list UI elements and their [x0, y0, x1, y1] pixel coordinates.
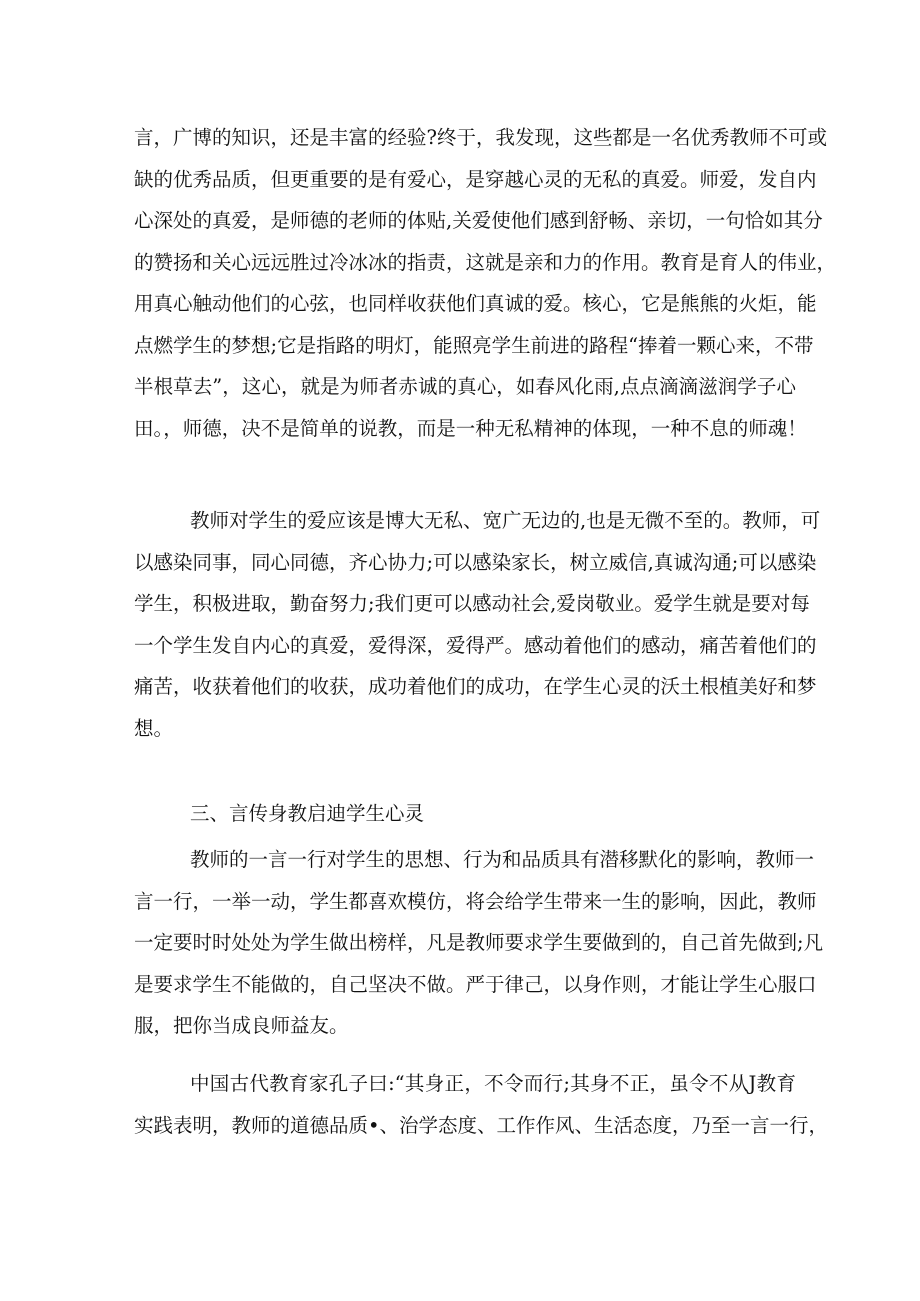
text-line: 中国古代教育家孔子曰:“其身正，不令而行;其身不正，虽令不从J教育 [190, 1072, 796, 1095]
paragraph-teacher-love [134, 117, 837, 449]
text-line: 的赞扬和关心远远胜过冷冰冰的指责，这就是亲和力的作用。教育是育人的伟业， [134, 250, 837, 274]
text-line: 缺的优秀品质，但更重要的是有爱心，是穿越心灵的无私的真爱。师爱，发自内 [134, 167, 817, 191]
text-line: 半根草去”，这心，就是为师者赤诚的真心，如春风化雨,点点滴滴滋润学子心 [134, 375, 796, 398]
text-line: 实践表明，教师的道德品质•、治学态度、工作作风、生活态度，乃至一言一行， [134, 1113, 829, 1137]
text-line: 以感染同事，同心同德，齐心协力;可以感染家长，树立威信,真诚沟通;可以感染 [134, 550, 817, 574]
paragraph-lead-by-example [134, 839, 824, 1047]
text-line: 服，把你当成良师益友。 [134, 1014, 349, 1037]
text-line: 是要求学生不能做的，自己坚决不做。严于律己，以身作则，才能让学生心服口 [134, 972, 817, 996]
text-line: 学生，积极进取，勤奋努力;我们更可以感动社会,爱岗敬业。爱学生就是要对每 [134, 592, 810, 615]
text-line: 教师的一言一行对学生的思想、行为和品质具有潜移默化的影响，教师一 [190, 848, 815, 871]
text-line: 教师对学生的爱应该是博大无私、宽广无边的,也是无微不至的。教师，可 [190, 509, 821, 532]
text-line: 想。 [134, 716, 174, 740]
paragraph-love-students [134, 500, 821, 749]
text-line: 田。，师德，决不是简单的说教，而是一种无私精神的体现，一种不息的师魂！ [134, 416, 807, 440]
paragraph-confucius-quote [134, 1063, 829, 1146]
text-line: 言，广博的知识，还是丰富的经验?终于，我发现，这些都是一名优秀教师不可或 [134, 126, 827, 149]
section-heading: 三、言传身教启迪学生心灵 [190, 802, 425, 825]
text-line: 用真心触动他们的心弦，也同样收获他们真诚的爱。核心，它是熊熊的火炬，能 [134, 292, 817, 315]
text-line: 心深处的真爱，是师德的老师的体贴,关爱使他们感到舒畅、亲切，一句恰如其分 [134, 209, 823, 232]
text-line: 一个学生发自内心的真爱，爱得深，爱得严。感动着他们的感动，痛苦着他们的 [134, 633, 817, 657]
text-line: 点燃学生的梦想;它是指路的明灯，能照亮学生前进的路程“捧着一颗心来，不带 [134, 333, 814, 357]
text-line: 一定要时时处处为学生做出榜样，凡是教师要求学生要做到的，自己首先做到;凡 [134, 931, 824, 954]
text-line: 言一行，一举一动，学生都喜欢模仿，将会给学生带来一生的影响，因此，教师 [134, 889, 817, 913]
text-line: 痛苦，收获着他们的收获，成功着他们的成功，在学生心灵的沃土根植美好和梦 [134, 675, 817, 698]
